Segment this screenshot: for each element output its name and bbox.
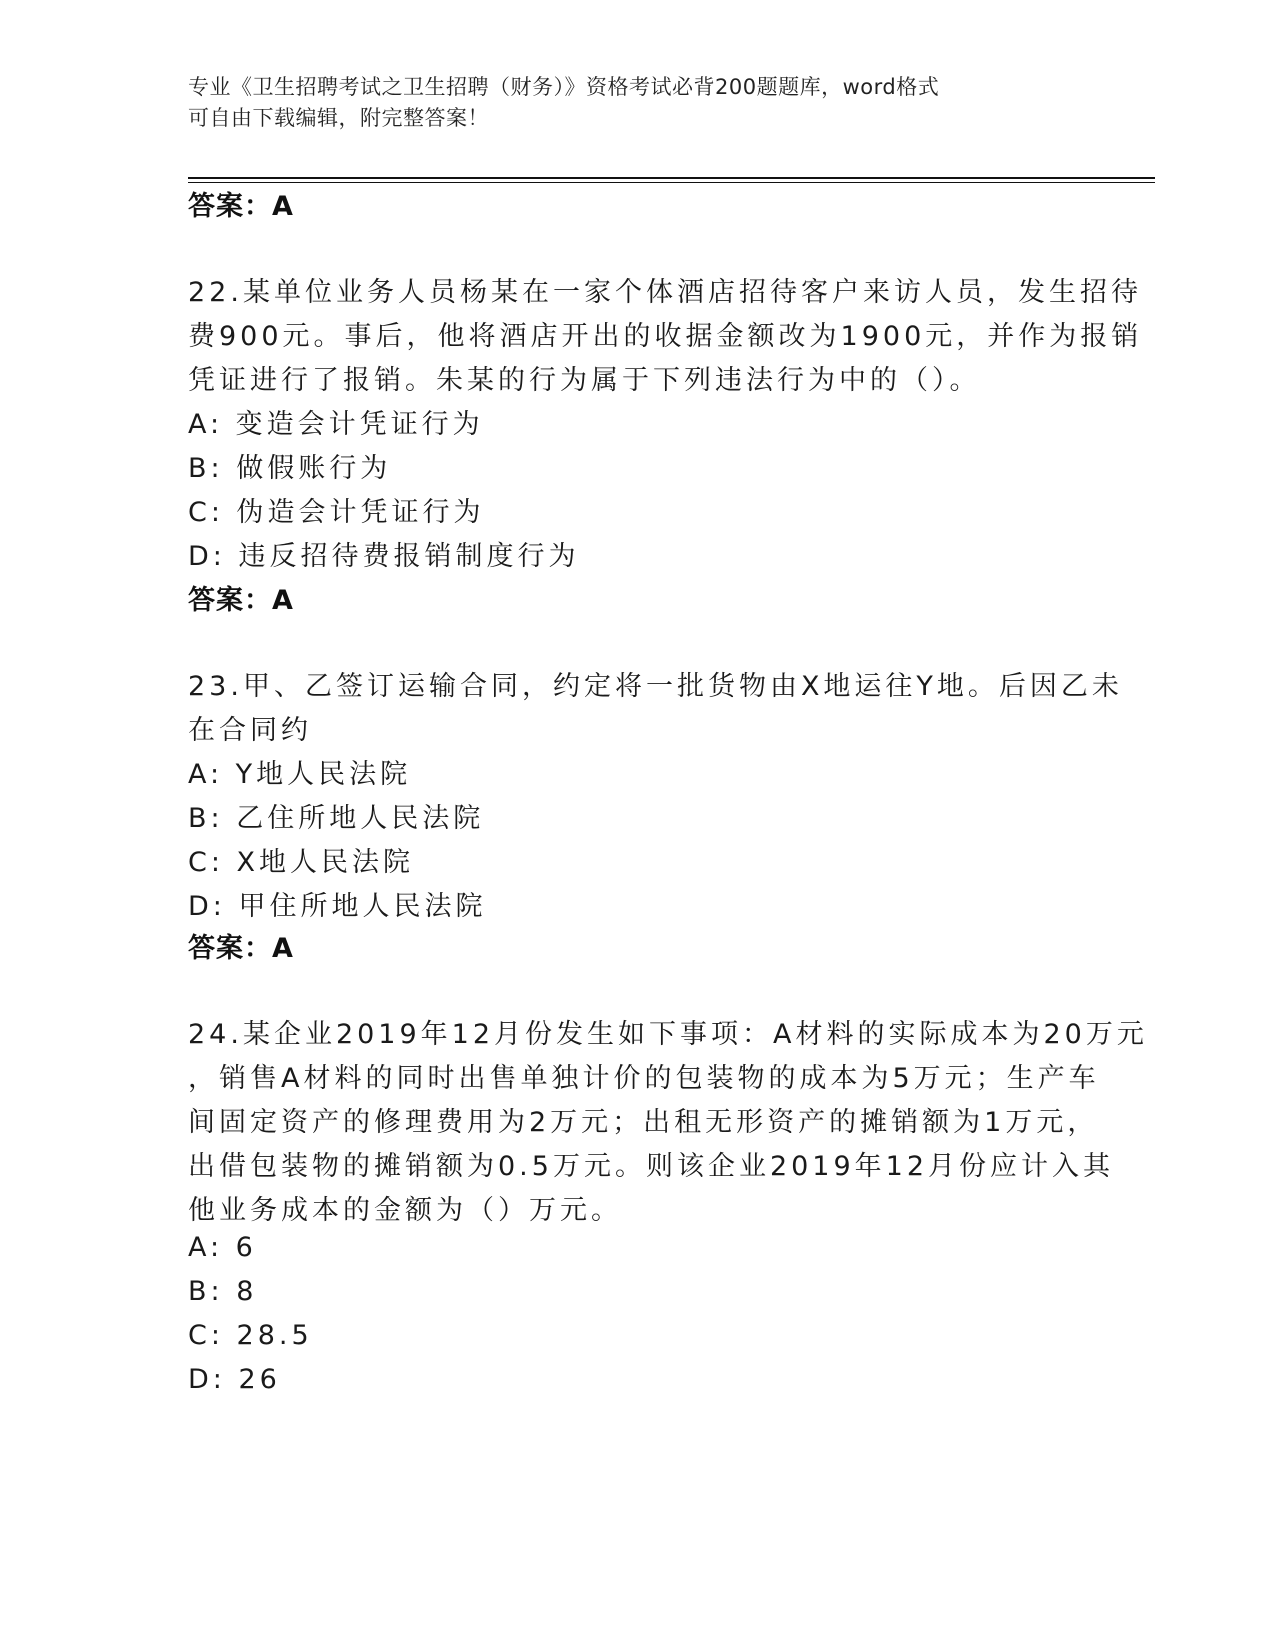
header-line-1: 专业《卫生招聘考试之卫生招聘（财务）》资格考试必背200题题库，word格式: [188, 75, 940, 99]
q24-text-line-1: 24.某企业2019年12月份发生如下事项：A材料的实际成本为20万元: [188, 1019, 1148, 1050]
q23-option-c: C: X地人民法院: [188, 847, 415, 878]
header-divider-thin: [188, 182, 1155, 183]
q23-answer: 答案：A: [188, 933, 294, 964]
previous-answer: 答案：A: [188, 191, 294, 222]
q22-option-b: B: 做假账行为: [188, 453, 392, 484]
q22-option-a: A: 变造会计凭证行为: [188, 409, 484, 440]
header-divider-thick: [188, 177, 1155, 179]
q23-option-d: D: 甲住所地人民法院: [188, 891, 487, 922]
q23-option-a: A: Y地人民法院: [188, 759, 412, 790]
q24-text-line-3: 间固定资产的修理费用为2万元；出租无形资产的摊销额为1万元，: [188, 1107, 1099, 1138]
q22-answer: 答案：A: [188, 585, 294, 616]
q23-text-line-1: 23.甲、乙签订运输合同，约定将一批货物由X地运往Y地。后因乙未: [188, 671, 1123, 702]
q24-option-d: D: 26: [188, 1364, 281, 1395]
q24-text-line-5: 他业务成本的金额为（）万元。: [188, 1195, 622, 1226]
q22-option-d: D: 违反招待费报销制度行为: [188, 541, 580, 572]
q22-option-c: C: 伪造会计凭证行为: [188, 497, 485, 528]
document-header: [188, 72, 1088, 134]
header-line-2: 可自由下载编辑，附完整答案！: [188, 106, 489, 130]
q22-text-line-1: 22.某单位业务人员杨某在一家个体酒店招待客户来访人员，发生招待: [188, 277, 1142, 308]
q22-text-line-3: 凭证进行了报销。朱某的行为属于下列违法行为中的（）。: [188, 365, 981, 396]
q24-option-b: B: 8: [188, 1276, 258, 1307]
q22-text-line-2: 费900元。事后，他将酒店开出的收据金额改为1900元，并作为报销: [188, 321, 1143, 352]
q23-text-line-2: 在合同约: [188, 715, 312, 746]
q24-text-line-2: ，销售A材料的同时出售单独计价的包装物的成本为5万元；生产车: [188, 1063, 1100, 1094]
q24-option-c: C: 28.5: [188, 1320, 313, 1351]
q24-text-line-4: 出借包装物的摊销额为0.5万元。则该企业2019年12月份应计入其: [188, 1151, 1115, 1182]
q24-option-a: A: 6: [188, 1232, 257, 1263]
q23-option-b: B: 乙住所地人民法院: [188, 803, 485, 834]
